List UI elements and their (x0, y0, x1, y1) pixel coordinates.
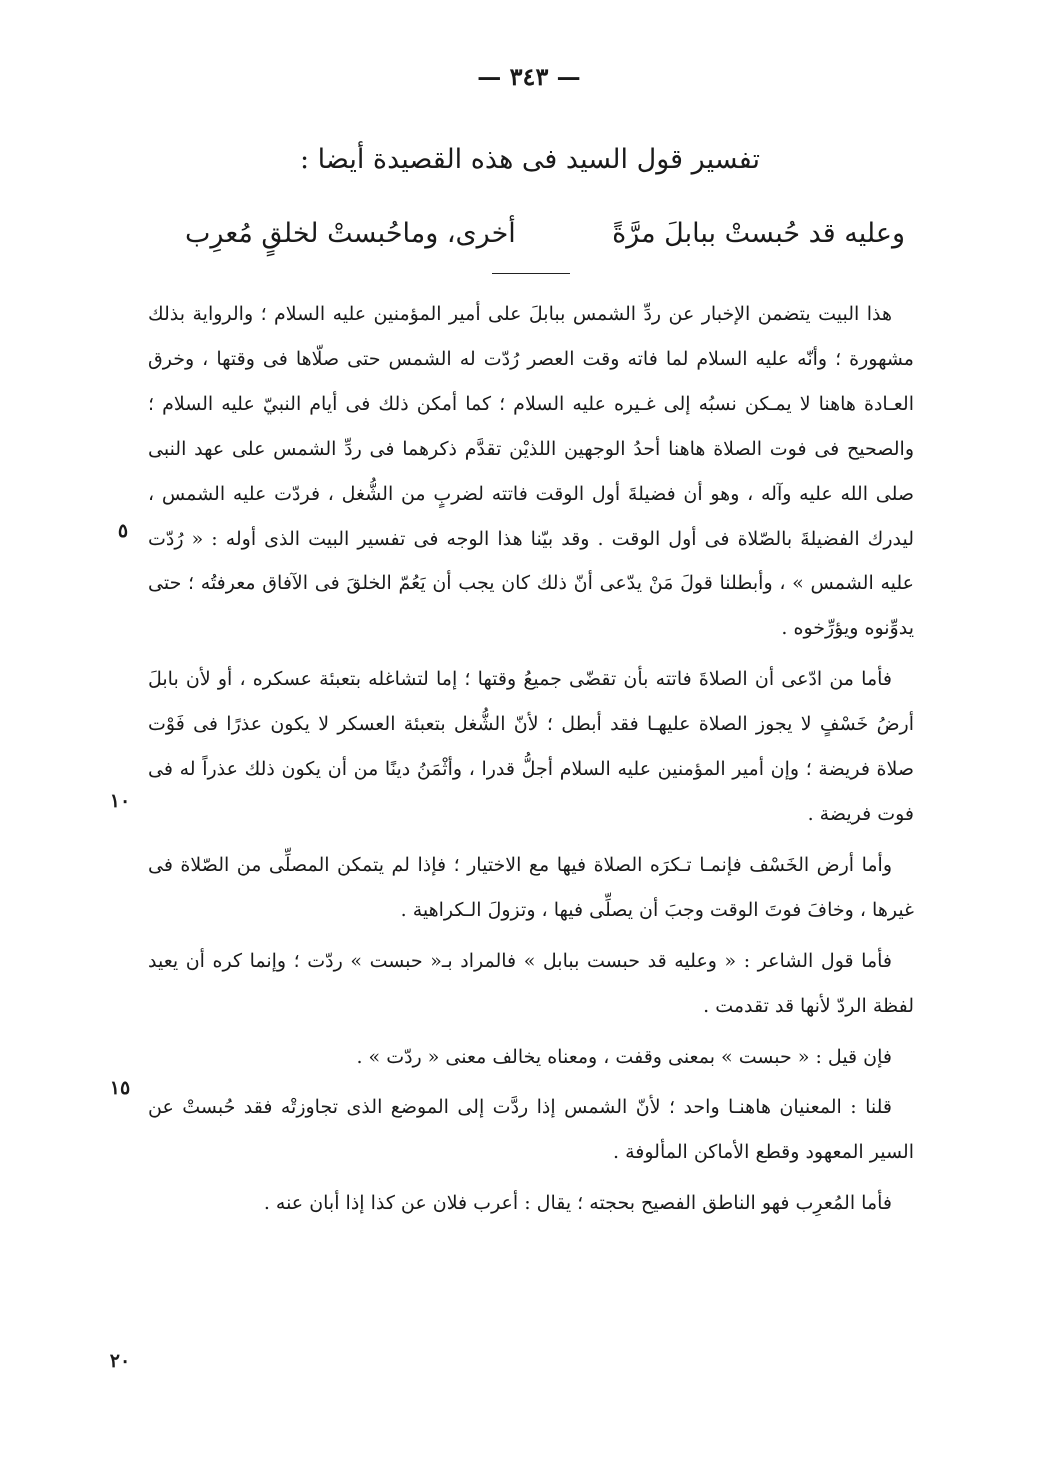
line-number-10: ١٠ (109, 790, 131, 812)
line-number-20: ٢٠ (109, 1350, 131, 1372)
commentary-text (148, 292, 914, 1226)
separator-rule (492, 273, 570, 274)
paragraph-3: وأما أرض الخَسْف فإنمـا تـكرَه الصلاة فيها مع الاختيار ؛ فإذا لم يتمكن المصلِّى من الصّلاة فى غيرها ، وخافَ فوتَ الوقت وجبَ أن يصلِّى فيها ، وتزولَ الـكراهية . (148, 853, 914, 921)
poem-verse (185, 210, 905, 258)
paragraph-7: فأما المُعرِب فهو الناطق الفصيح بحجته ؛ يقال : أعرب فلان عن كذا إذا أبان عنه . (263, 1192, 892, 1215)
verse-second-hemistich: أخرى، وماحُبستْ لخلقٍ مُعرِب (185, 218, 516, 249)
page-number: — ٣٤٣ — (477, 62, 581, 91)
section-heading: تفسير قول السيد فى هذه القصيدة أيضا : (300, 144, 760, 175)
paragraph-1: هذا البيت يتضمن الإخبار عن ردِّ الشمس ببابلَ على أمير المؤمنين عليه السلام ؛ والرواية بذلك مشهورة ؛ وأنّه عليه السلام لما فاته وقت العصر رُدّت له الشمس حتى صلّاها فى وقتها ، وخرق العـادة هاهنا لا يمـكن نسبُه إلى غـيره عليه السلام ؛ كما أمكن ذلك فى أيام النبيّ عليه السلام ؛ والصحيح فى فوت الصلاة هاهنا أحدُ الوجهين اللذيْن تقدَّم ذكرهما فى ردِّ الشمس على عهد النبى صلى الله عليه وآله ، وهو أن فضيلةَ أول الوقت فاتته لضربٍ من الشُّغل ، فردّت عليه الشمس ، ليدرك الفضيلةَ بالصّلاة فى أول الوقت . وقد بيّنا هذا الوجه فى تفسير البيت الذى أوله : « رُدّت عليه الشمس » ، وأبطلنا قولَ مَنْ يدّعى أنّ ذلك كان يجب أن يَعُمّ الخلقَ فى الآفاق معرفتُه ؛ حتى يدوِّنوه ويؤرِّخوه . (148, 303, 914, 640)
paragraph-4: فأما قول الشاعر : « وعليه قد حبست ببابل » فالمراد بـ« حبست » ردّت ؛ وإنما كره أن يعيد لفظة الردّ لأنها قد تقدمت . (148, 949, 914, 1017)
paragraph-5: فإن قيل : « حبست » بمعنى وقفت ، ومعناه يخالف معنى « ردّت » . (356, 1045, 892, 1068)
paragraph-6: قلنا : المعنيان هاهنـا واحد ؛ لأنّ الشمس إذا ردَّت إلى الموضع الذى تجاوزتْه فقد حُبستْ عن السير المعهود وقطع الأماكن المألوفة . (148, 1096, 914, 1164)
paragraph-2: فأما من ادّعى أن الصلاةَ فاتته بأن تقضّى جميعُ وقتها ؛ إما لتشاغله بتعبئة عسكره ، أو لأن بابلَ أرضُ خَسْفٍ لا يجوز الصلاة عليهـا فقد أبطل ؛ لأنّ الشُّغل بتعبئة العسكر لا يكون عذرًا فى فَوْت صلاة فريضة ؛ وإن أمير المؤمنين عليه السلام أجلُّ قدرا ، وأثْمَنُ دينًا من أن يكون ذلك عذراً له فى فوت فريضة . (148, 668, 914, 825)
line-number-5: ٥ (117, 520, 129, 542)
verse-first-hemistich: وعليه قد حُبستْ ببابلَ مرَّةً (612, 218, 905, 249)
line-number-15: ١٥ (109, 1077, 131, 1099)
